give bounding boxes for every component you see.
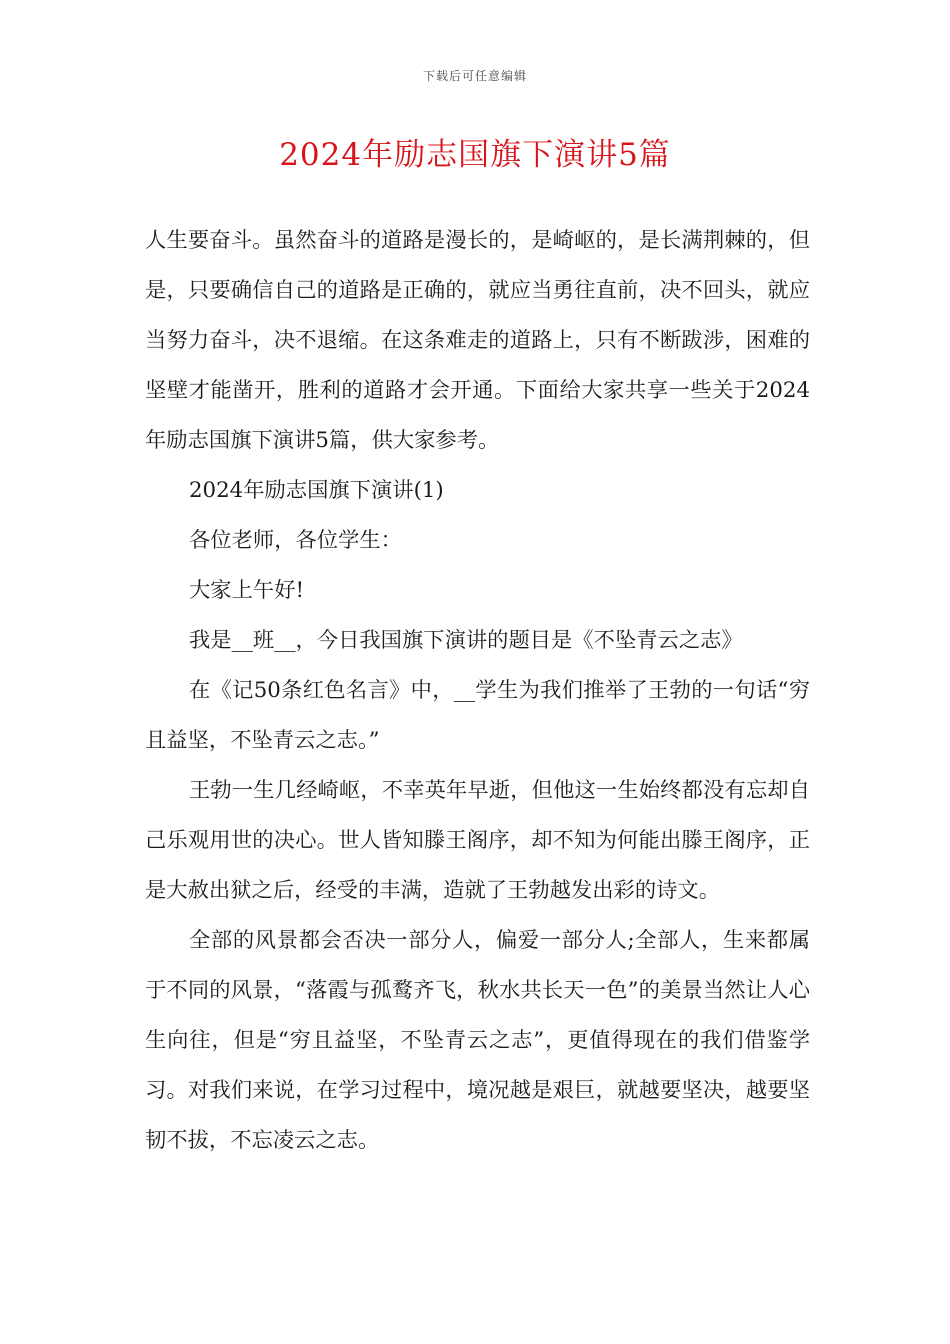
speech-topic: 我是__班__，今日我国旗下演讲的题目是《不坠青云之志》: [189, 628, 743, 653]
quote-paragraph: 在《记50条红色名言》中，__学生为我们推举了王勃的一句话“穷且益坚，不坠青云之志。”: [145, 678, 810, 753]
greeting: 大家上午好!: [189, 578, 305, 603]
salutation: 各位老师，各位学生：: [189, 528, 402, 553]
wang-bo-paragraph: 王勃一生几经崎岖，不幸英年早逝，但他这一生始终都没有忘却自己乐观用世的决心。世人皆知滕王阁序，却不知为何能出滕王阁序，正是大赦出狱之后，经受的丰满，造就了王勃越发出彩的诗文。: [145, 778, 810, 903]
document-body: [145, 216, 810, 1166]
header-note: 下载后可任意编辑: [422, 69, 527, 83]
scenery-paragraph: 全部的风景都会否决一部分人，偏爱一部分人;全部人，生来都属于不同的风景，“落霞与孤鹜齐飞，秋水共长天一色”的美景当然让人心生向往，但是“穷且益坚，不坠青云之志”，更值得现在的我们借鉴学习。对我们来说，在学习过程中，境况越是艰巨，就越要坚决，越要坚韧不拔，不忘凌云之志。: [145, 928, 810, 1153]
document-title: 2024年励志国旗下演讲5篇: [279, 137, 671, 173]
section-heading: 2024年励志国旗下演讲(1): [189, 478, 444, 503]
intro-paragraph: 人生要奋斗。虽然奋斗的道路是漫长的，是崎岖的，是长满荆棘的，但是，只要确信自己的道路是正确的，就应当勇往直前，决不回头，就应当努力奋斗，决不退缩。在这条难走的道路上，只有不断跋涉，困难的坚壁才能凿开，胜利的道路才会开通。下面给大家共享一些关于2024年励志国旗下演讲5篇，供大家参考。: [145, 228, 810, 453]
